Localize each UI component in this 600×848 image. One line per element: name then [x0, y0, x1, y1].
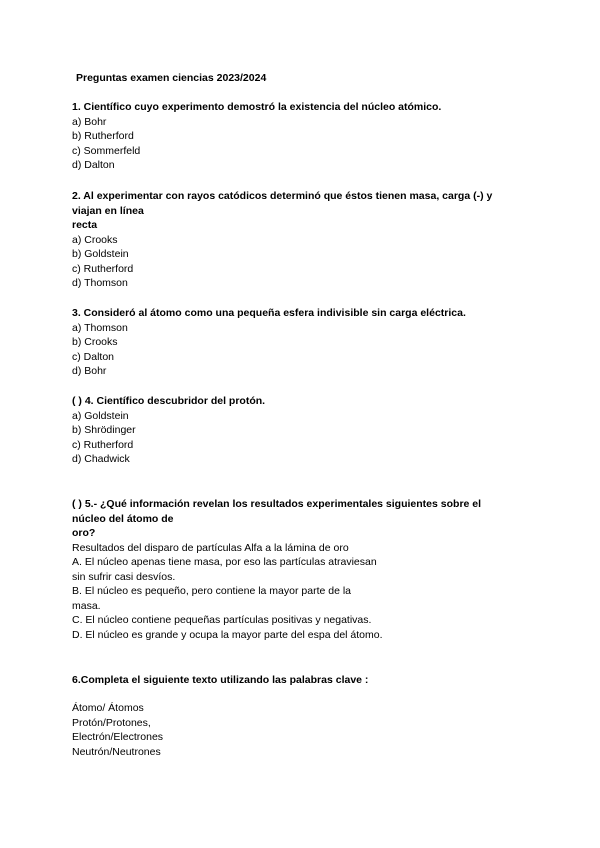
question-1-option-c: c) Sommerfeld — [72, 144, 141, 157]
question-2 — [72, 189, 532, 291]
question-5-line-1: A. El núcleo apenas tiene masa, por eso las partículas atraviesan — [72, 556, 377, 569]
keyword-item: Protón/Protones, — [72, 716, 151, 729]
question-5-text-line-2: núcleo del átomo de — [72, 512, 174, 525]
question-1-option-b: b) Rutherford — [72, 130, 134, 143]
question-2-option-c: c) Rutherford — [72, 262, 134, 275]
question-5-line-4: masa. — [72, 599, 101, 612]
question-5-line-5: C. El núcleo contiene pequeñas partículas positivas y negativas. — [72, 614, 372, 627]
question-1-option-a: a) Bohr — [72, 115, 107, 128]
question-2-option-d: d) Thomson — [72, 277, 128, 290]
question-2-text-line-1: 2. Al experimentar con rayos catódicos determinó que éstos tienen masa, carga (-) y — [72, 190, 493, 202]
question-6-text: 6.Completa el siguiente texto utilizando las palabras clave : — [72, 674, 369, 686]
question-3-text: 3. Consideró al átomo como una pequeña esfera indivisible sin carga eléctrica. — [72, 307, 466, 319]
question-1-text: 1. Científico cuyo experimento demostró la existencia del núcleo atómico. — [72, 101, 442, 113]
question-5-text-line-1: ( ) 5.- ¿Qué información revelan los resultados experimentales siguientes sobre el — [72, 498, 482, 510]
question-5 — [72, 497, 532, 643]
question-1 — [72, 100, 532, 173]
question-4-option-b: b) Shrödinger — [72, 424, 136, 437]
question-4-text: ( ) 4. Científico descubridor del protón. — [72, 395, 266, 407]
question-4-option-c: c) Rutherford — [72, 438, 134, 451]
question-5-line-2: sin sufrir casi desvíos. — [72, 570, 176, 583]
question-3-option-b: b) Crooks — [72, 336, 118, 349]
question-3-option-a: a) Thomson — [72, 321, 128, 334]
question-4-option-a: a) Goldstein — [72, 409, 129, 422]
keyword-item: Electrón/Electrones — [72, 731, 164, 744]
question-2-option-b: b) Goldstein — [72, 248, 129, 261]
document-title: Preguntas examen ciencias 2023/2024 — [76, 72, 267, 84]
question-5-line-3: B. El núcleo es pequeño, pero contiene la mayor parte de la — [72, 585, 352, 598]
question-4-option-d: d) Chadwick — [72, 453, 130, 466]
keyword-list — [72, 701, 532, 759]
question-2-text-line-2: viajan en línea — [72, 204, 144, 217]
question-5-line-6: D. El núcleo es grande y ocupa la mayor parte del espa del átomo. — [72, 629, 383, 642]
question-5-intro: Resultados del disparo de partículas Alfa a la lámina de oro — [72, 541, 349, 554]
keyword-item: Átomo/ Átomos — [72, 702, 144, 714]
keyword-item: Neutrón/Neutrones — [72, 745, 161, 758]
question-2-option-a: a) Crooks — [72, 233, 118, 246]
question-3-option-c: c) Dalton — [72, 350, 115, 363]
question-2-text-line-3: recta — [72, 219, 98, 231]
question-5-text-line-3: oro? — [72, 527, 96, 539]
question-4 — [72, 394, 532, 467]
question-1-option-d: d) Dalton — [72, 159, 115, 172]
question-3 — [72, 306, 532, 379]
question-6 — [72, 673, 532, 688]
question-3-option-d: d) Bohr — [72, 365, 107, 378]
